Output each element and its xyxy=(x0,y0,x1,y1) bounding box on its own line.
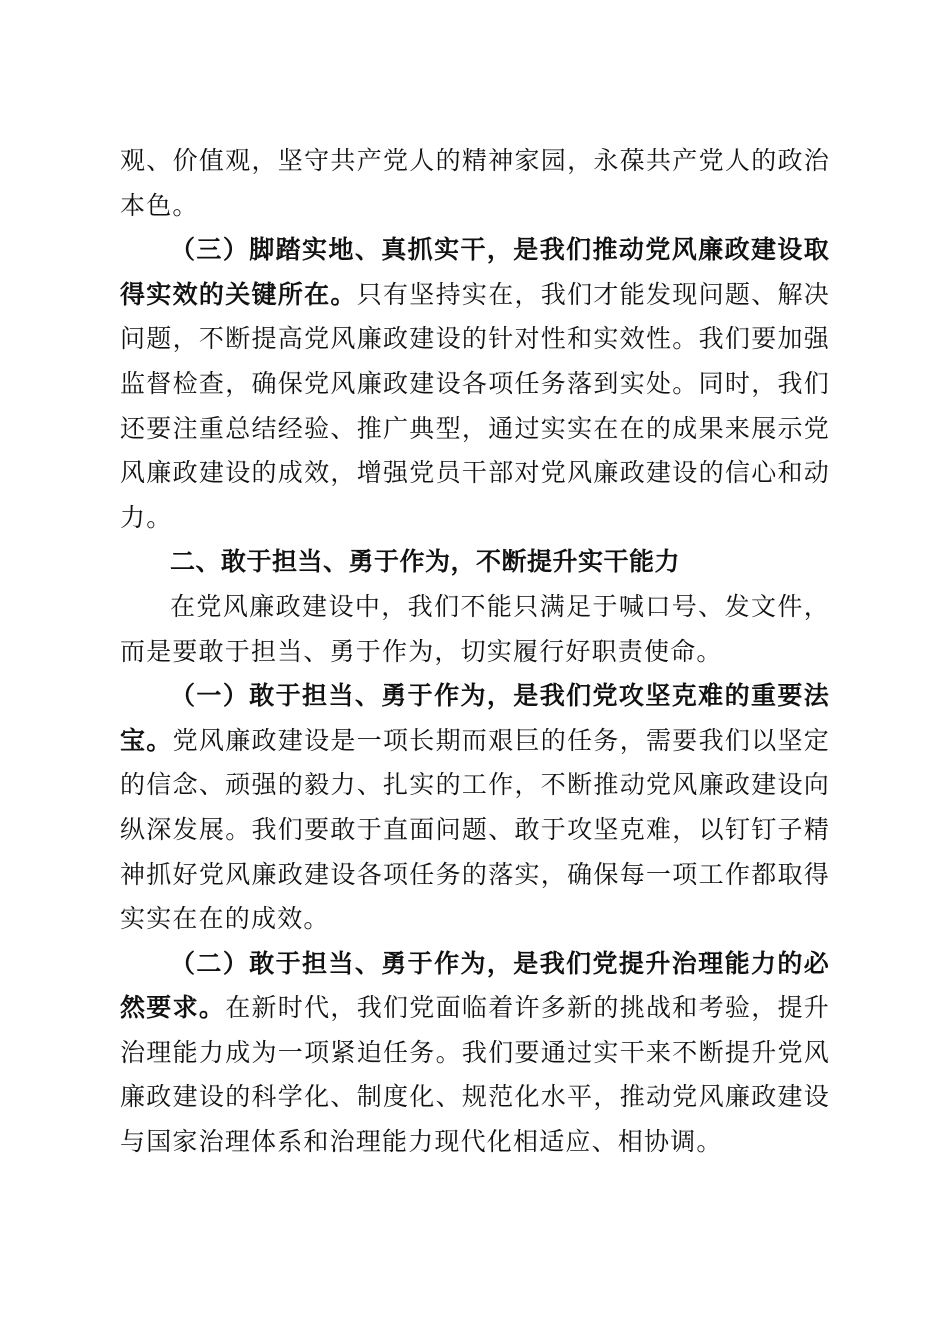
paragraph-section-2-2 xyxy=(120,942,830,1165)
section-heading-2: 二、敢于担当、勇于作为，不断提升实干能力 xyxy=(170,547,681,577)
paragraph-section-2-1 xyxy=(120,674,830,942)
paragraph-lead-bold: （二）敢于担当、勇于作为，是我们党提升治理能力的必然要求。 xyxy=(120,948,830,1023)
paragraph-text: 在党风廉政建设中，我们不能只满足于喊口号、发文件，而是要敢于担当、勇于作为，切实履行好职责使命。 xyxy=(120,591,830,666)
paragraph-lead-bold: （一）敢于担当、勇于作为，是我们党攻坚克难的重要法宝。 xyxy=(120,681,830,755)
paragraph-text: 观、价值观，坚守共产党人的精神家园，永葆共产党人的政治本色。 xyxy=(120,146,830,220)
paragraph-continuation xyxy=(120,139,830,228)
paragraph-text: 在新时代，我们党面临着许多新的挑战和考验，提升治理能力成为一项紧迫任务。我们要通过实干来不断提升党风廉政建设的科学化、制度化、规范化水平，推动党风廉政建设与国家治理体系和治理能力现代化相适应、相协调。 xyxy=(120,993,830,1157)
paragraph-section-2-intro xyxy=(120,585,830,674)
document-page xyxy=(120,139,830,1165)
paragraph-lead-bold: （三）脚踏实地、真抓实干，是我们推动党风廉政建设取得实效的关键所在。 xyxy=(120,235,830,309)
paragraph-text: 只有坚持实在，我们才能发现问题、解决问题，不断提高党风廉政建设的针对性和实效性。我们要加强监督检查，确保党风廉政建设各项任务落到实处。同时，我们还要注重总结经验、推广典型，通过实实在在的成果来展示党风廉政建设的成效，增强党员干部对党风廉政建设的信心和动力。 xyxy=(120,279,830,532)
paragraph-text: 党风廉政建设是一项长期而艰巨的任务，需要我们以坚定的信念、顽强的毅力、扎实的工作，不断推动党风廉政建设向纵深发展。我们要敢于直面问题、敢于攻坚克难，以钉钉子精神抓好党风廉政建设各项任务的落实，确保每一项工作都取得实实在在的成效。 xyxy=(120,725,830,934)
paragraph-section-1-3 xyxy=(120,228,830,540)
